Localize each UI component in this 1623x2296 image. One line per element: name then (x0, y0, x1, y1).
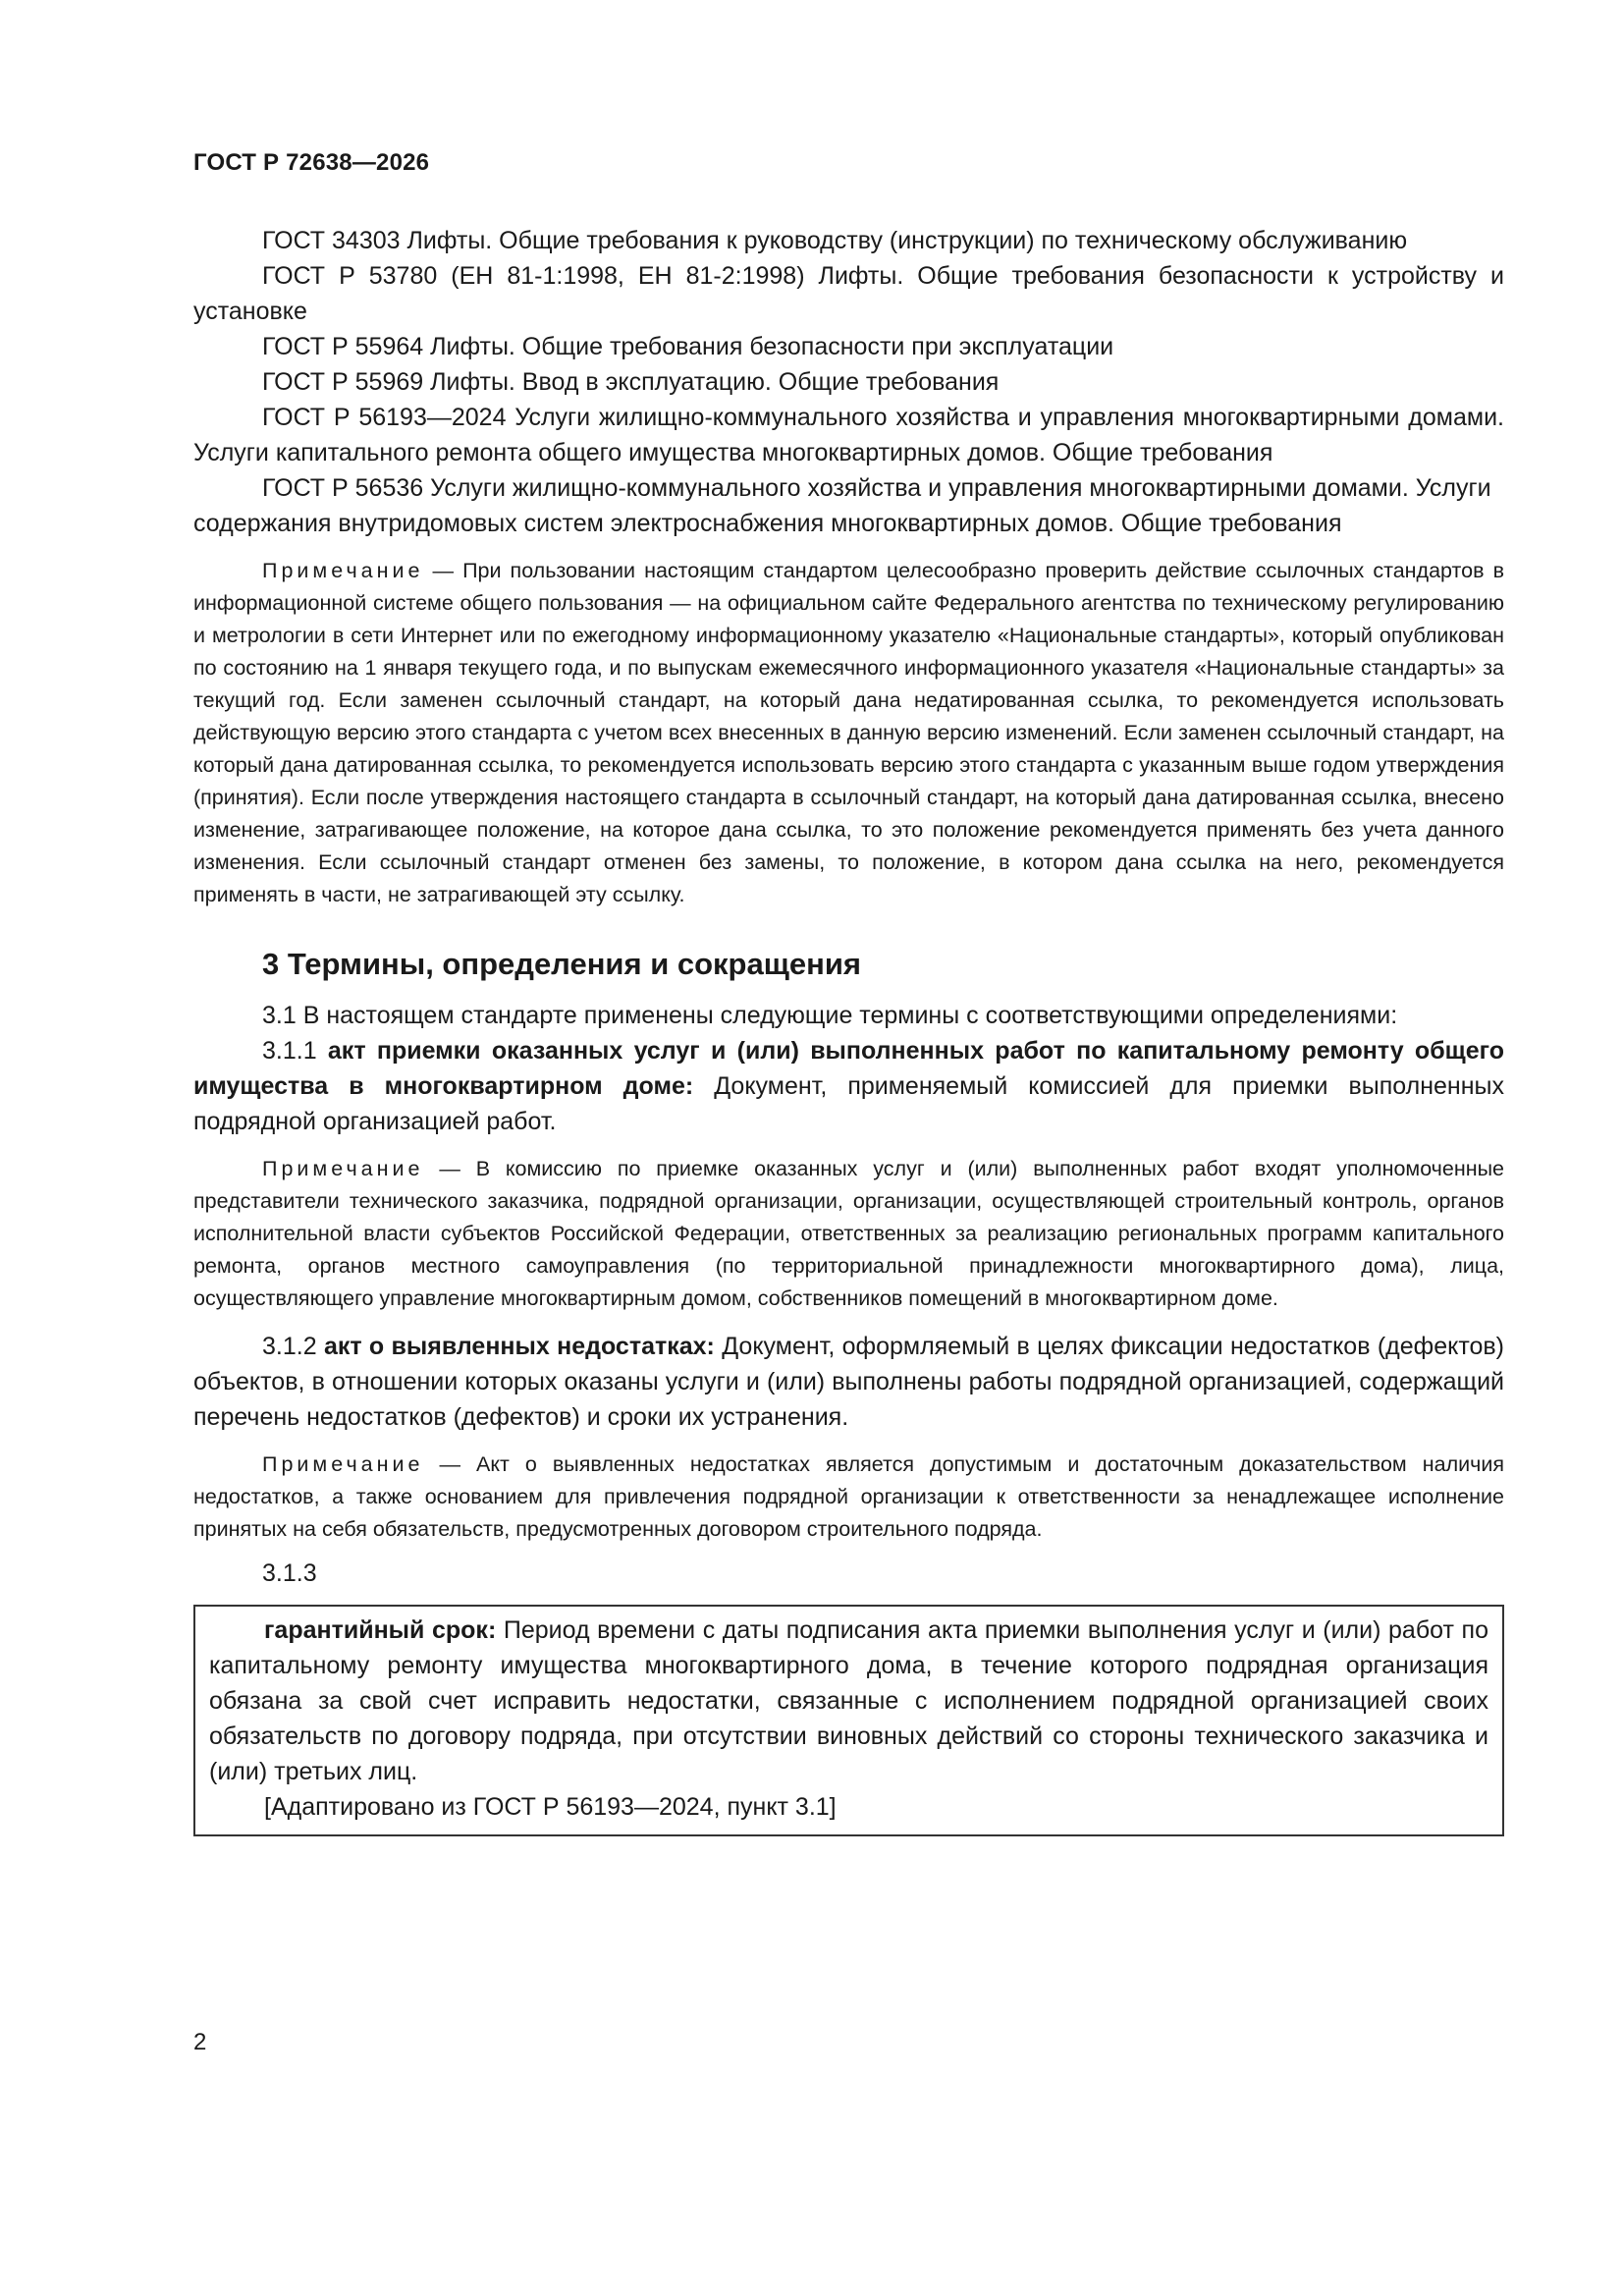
note-label: Примечание (262, 559, 424, 582)
terms-intro: 3.1 В настоящем стандарте применены следующие термины с соответствующими определениями: (262, 1002, 1398, 1029)
term-number: 3.1.2 (262, 1333, 324, 1360)
note-text: — При пользовании настоящим стандартом целесообразно проверить действие ссылочных стандартов в информационной системе общего пользования — на официальном сайте Федерального агентства по техническому регулированию и метрологии в сети Интернет или по ежегодному информационному указателю «Национальные стандарты», который опубликован по состоянию на 1 января текущего года, и по выпускам ежемесячного информационного указателя «Национальные стандарты» за текущий год. Если заменен ссылочный стандарт, на который дана недатированная ссылка, то рекомендуется использовать действующую версию этого стандарта с учетом всех внесенных в данную версию изменений. Если заменен ссылочный стандарт, на который дана датированная ссылка, то рекомендуется использовать версию этого стандарта с указанным выше годом утверждения (принятия). Если после утверждения настоящего стандарта в ссылочный стандарт, на который дана датированная ссылка, внесено изменение, затрагивающее положение, на которое дана ссылка, то это положение рекомендуется применять без учета данного изменения. Если ссылочный стандарт отменен без замены, то положение, в котором дана ссылка на него, рекомендуется применять в части, не затрагивающей эту ссылку. (193, 559, 1504, 906)
note-commission (193, 1153, 1504, 1315)
term-3-1-1 (193, 1033, 1504, 1139)
reference-gost-r-56193: ГОСТ Р 56193—2024 Услуги жилищно-коммунального хозяйства и управления многоквартирными домами. Услуги капитального ремонта общего имущества многоквартирных домов. Общие требования (193, 404, 1504, 466)
reference-gost-r-55969: ГОСТ Р 55969 Лифты. Ввод в эксплуатацию. Общие требования (262, 368, 1000, 396)
page-number: 2 (193, 2029, 207, 2055)
term-title: гарантийный срок: (264, 1616, 497, 1644)
page-content (193, 223, 1504, 1836)
term-definition: Документ, оформляемый в целях фиксации недостатков (дефектов) объектов, в отношении которых оказаны услуги и (или) выполнены работы подрядной организацией, содержащий перечень недостатков (дефектов) и сроки их устранения. (193, 1333, 1505, 1431)
term-3-1-3-box (193, 1605, 1504, 1836)
note-label: Примечание (262, 1157, 424, 1180)
reference-gost-34303: ГОСТ 34303 Лифты. Общие требования к руководству (инструкции) по техническому обслуживанию (262, 227, 1408, 254)
note-defects (193, 1449, 1504, 1546)
reference-gost-r-55964: ГОСТ Р 55964 Лифты. Общие требования безопасности при эксплуатации (262, 333, 1114, 360)
term-definition: Период времени с даты подписания акта приемки выполнения услуг и (или) работ по капитальному ремонту имущества многоквартирного дома, в течение которого подрядная организация обязана за свой счет исправить недостатки, связанные с исполнением подрядной организацией своих обязательств по договору подряда, при отсутствии виновных действий со стороны технического заказчика и (или) третьих лиц. (209, 1616, 1488, 1785)
note-references (193, 555, 1504, 911)
reference-gost-r-53780: ГОСТ Р 53780 (ЕН 81-1:1998, ЕН 81-2:1998) Лифты. Общие требования безопасности к устройству и установке (193, 262, 1504, 325)
section-heading: 3 Термины, определения и сокращения (262, 947, 861, 981)
term-title: акт о выявленных недостатках: (323, 1333, 715, 1360)
term-3-1-2 (193, 1329, 1504, 1435)
term-title: акт приемки оказанных услуг и (или) выполненных работ по капитальному ремонту общего имущества в многоквартирном доме: (193, 1037, 1504, 1100)
note-label: Примечание (262, 1452, 424, 1476)
reference-gost-r-56536: ГОСТ Р 56536 Услуги жилищно-коммунального хозяйства и управления многоквартирными домами. Услуги содержания внутридомовых систем электроснабжения многоквартирных домов. Общие требования (193, 474, 1491, 537)
note-text: — Акт о выявленных недостатках является допустимым и достаточным доказательством наличия недостатков, а также основанием для привлечения подрядной организации к ответственности за ненадлежащее исполнение принятых на себя обязательств, предусмотренных договором строительного подряда. (193, 1452, 1504, 1541)
term-number: 3.1.1 (262, 1037, 328, 1065)
note-text: — В комиссию по приемке оказанных услуг и (или) выполненных работ входят уполномоченные представители технического заказчика, подрядной организации, организации, осуществляющей строительный контроль, органов исполнительной власти субъектов Российской Федерации, ответственных за реализацию региональных программ капитального ремонта, органов местного самоуправления (по территориальной принадлежности многоквартирного дома), лица, осуществляющего управление многоквартирным домом, собственников помещений в многоквартирном доме. (193, 1157, 1504, 1310)
term-definition: Документ, применяемый комиссией для приемки выполненных подрядной организацией работ. (193, 1072, 1505, 1135)
document-code-header: ГОСТ Р 72638—2026 (193, 149, 430, 176)
term-3-1-3 (209, 1613, 1488, 1789)
term-3-1-3-number: 3.1.3 (262, 1559, 317, 1587)
term-source: [Адаптировано из ГОСТ Р 56193—2024, пункт 3.1] (264, 1793, 837, 1821)
